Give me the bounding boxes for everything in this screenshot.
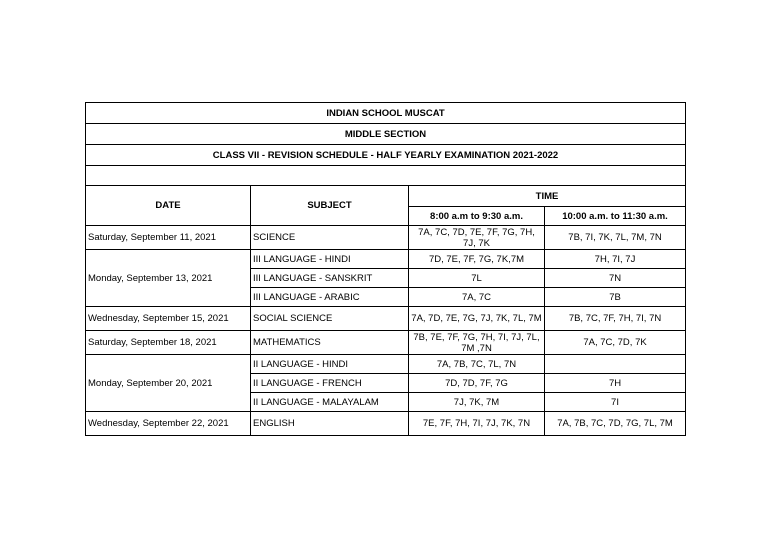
subject-cell: III LANGUAGE - HINDI: [251, 250, 409, 269]
title-row: [86, 145, 686, 166]
slot2-cell: 7B: [545, 288, 686, 307]
schedule-row: [86, 331, 686, 355]
subject-cell: III LANGUAGE - SANSKRIT: [251, 269, 409, 288]
slot2-cell: 7A, 7C, 7D, 7K: [545, 331, 686, 355]
slot1-cell: 7E, 7F, 7H, 7I, 7J, 7K, 7N: [409, 412, 545, 436]
subject-cell: ENGLISH: [251, 412, 409, 436]
date-cell: Saturday, September 18, 2021: [86, 331, 251, 355]
blank-row: [86, 166, 686, 186]
slot1-cell: 7D, 7D, 7F, 7G: [409, 374, 545, 393]
blank-cell: [86, 166, 686, 186]
subject-cell: II LANGUAGE - MALAYALAM: [251, 393, 409, 412]
slot2-cell: [545, 355, 686, 374]
date-cell: Wednesday, September 15, 2021: [86, 307, 251, 331]
revision-schedule-table: [85, 102, 686, 436]
slot1-cell: 7A, 7C: [409, 288, 545, 307]
slot1-cell: 7A, 7C, 7D, 7E, 7F, 7G, 7H, 7J, 7K: [409, 226, 545, 250]
slot1-cell: 7J, 7K, 7M: [409, 393, 545, 412]
subject-cell: II LANGUAGE - HINDI: [251, 355, 409, 374]
date-cell: Saturday, September 11, 2021: [86, 226, 251, 250]
column-header-row: [86, 186, 686, 207]
slot1-cell: 7L: [409, 269, 545, 288]
slot2-cell: 7H: [545, 374, 686, 393]
slot1-cell: 7B, 7E, 7F, 7G, 7H, 7I, 7J, 7L, 7M ,7N: [409, 331, 545, 355]
slot1-cell: 7A, 7D, 7E, 7G, 7J, 7K, 7L, 7M: [409, 307, 545, 331]
slot1-header: 8:00 a.m to 9:30 a.m.: [409, 207, 545, 226]
schedule-row: [86, 307, 686, 331]
slot2-cell: 7B, 7C, 7F, 7H, 7I, 7N: [545, 307, 686, 331]
subject-cell: SOCIAL SCIENCE: [251, 307, 409, 331]
schedule-row: [86, 412, 686, 436]
slot2-cell: 7A, 7B, 7C, 7D, 7G, 7L, 7M: [545, 412, 686, 436]
date-cell: Wednesday, September 22, 2021: [86, 412, 251, 436]
slot2-cell: 7B, 7I, 7K, 7L, 7M, 7N: [545, 226, 686, 250]
slot1-cell: 7D, 7E, 7F, 7G, 7K,7M: [409, 250, 545, 269]
slot2-cell: 7I: [545, 393, 686, 412]
subject-cell: II LANGUAGE - FRENCH: [251, 374, 409, 393]
slot1-cell: 7A, 7B, 7C, 7L, 7N: [409, 355, 545, 374]
school-name-row: [86, 103, 686, 124]
schedule-row: [86, 250, 686, 269]
subject-header: SUBJECT: [251, 186, 409, 226]
time-header: TIME: [409, 186, 686, 207]
date-cell: Monday, September 13, 2021: [86, 250, 251, 307]
subject-cell: MATHEMATICS: [251, 331, 409, 355]
slot2-cell: 7H, 7I, 7J: [545, 250, 686, 269]
schedule-row: [86, 355, 686, 374]
date-header: DATE: [86, 186, 251, 226]
section-name: MIDDLE SECTION: [86, 124, 686, 145]
school-name: INDIAN SCHOOL MUSCAT: [86, 103, 686, 124]
schedule-row: [86, 226, 686, 250]
date-cell: Monday, September 20, 2021: [86, 355, 251, 412]
slot2-cell: 7N: [545, 269, 686, 288]
slot2-header: 10:00 a.m. to 11:30 a.m.: [545, 207, 686, 226]
subject-cell: III LANGUAGE - ARABIC: [251, 288, 409, 307]
schedule-title: CLASS VII - REVISION SCHEDULE - HALF YEARLY EXAMINATION 2021-2022: [86, 145, 686, 166]
section-row: [86, 124, 686, 145]
subject-cell: SCIENCE: [251, 226, 409, 250]
